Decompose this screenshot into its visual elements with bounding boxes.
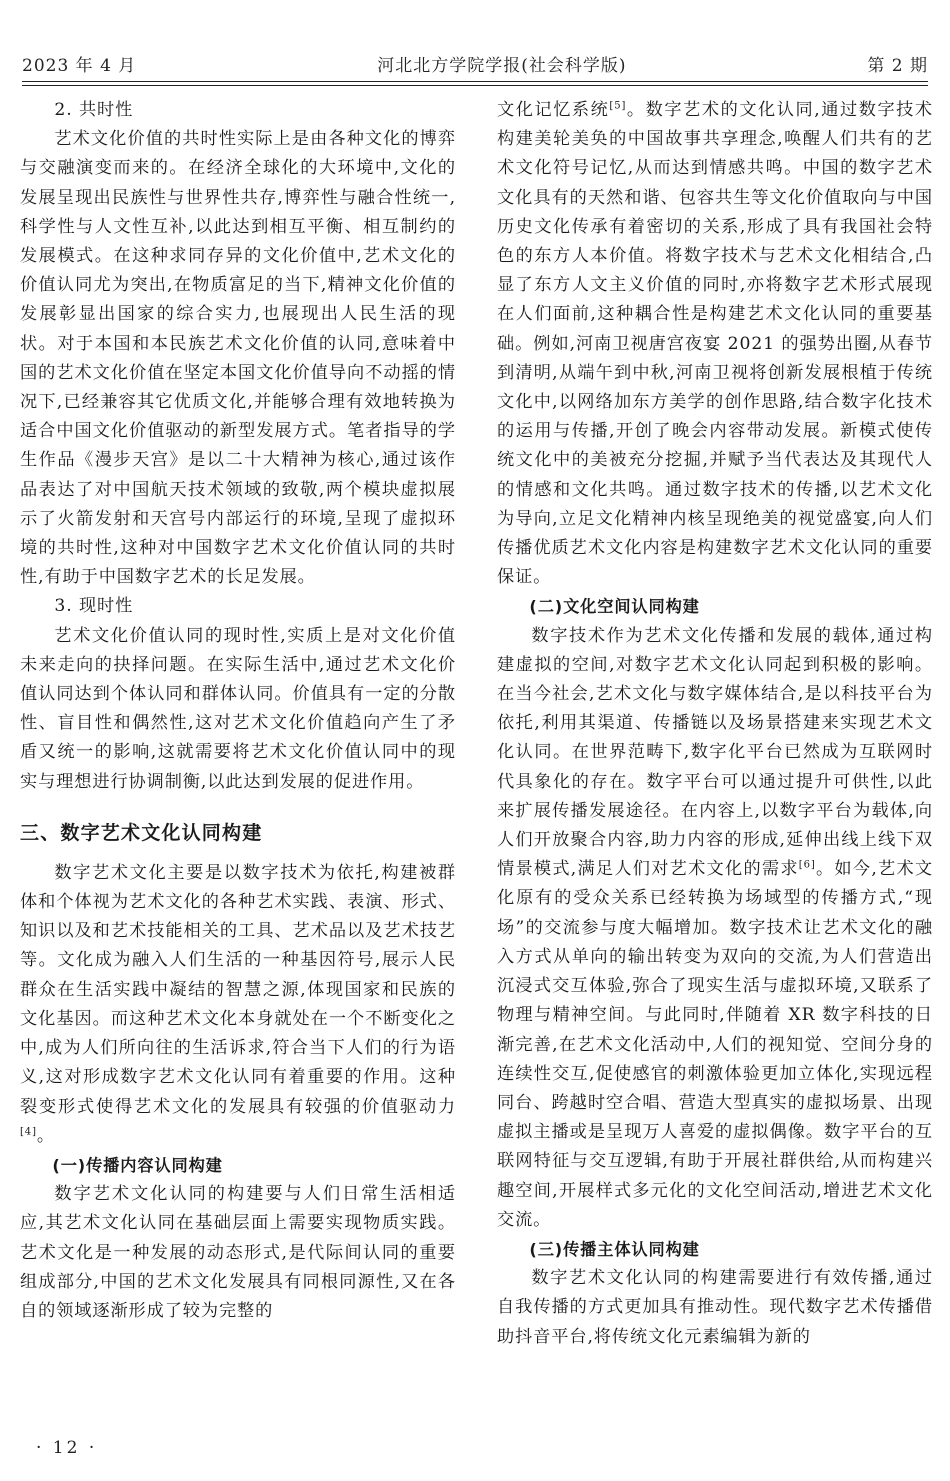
citation-4: [4]	[20, 1125, 37, 1137]
page-number: · 12 ·	[36, 1438, 98, 1458]
section-3-2-paragraph	[497, 622, 933, 1235]
section-3-heading: 三、数字艺术文化认同构建	[20, 821, 263, 844]
continued-text: 文化记忆系统	[497, 100, 610, 120]
running-header	[22, 48, 928, 78]
header-rule	[22, 81, 928, 82]
section-3-text: 数字艺术文化主要是以数字技术为依托,构建被群体和个体视为艺术文化的各种艺术实践、表演、形式、知识以及和艺术技能相关的工具、艺术品以及艺术技艺等。文化成为融入人们生活的一种基因符号,展示人民群众在生活实践中凝结的智慧之源,体现国家和民族的文化基因。而这种艺术文化本身就处在一个不断变化之中,成为人们所向往的生活诉求,符合当下人们的行为语义,这对形成数字艺术文化认同有着重要的作用。这种裂变形式使得艺术文化的发展具有较强的价值驱动力	[20, 862, 456, 1117]
left-column	[20, 96, 456, 1326]
subsection-3-paragraph: 艺术文化价值认同的现时性,实质上是对文化价值未来走向的抉择问题。在实际生活中,通过艺术文化价值认同达到个体认同和群体认同。价值具有一定的分散性、盲目性和偶然性,这对艺术文化价值趋向产生了矛盾又统一的影响,这就需要将艺术文化价值认同中的现实与理想进行协调制衡,以此达到发展的促进作用。	[20, 625, 456, 792]
section-3-1-heading: (一)传播内容认同构建	[52, 1155, 223, 1175]
citation-5: [5]	[609, 100, 627, 112]
section-3-paragraph	[20, 859, 456, 1151]
subsection-2-paragraph: 艺术文化价值的共时性实际上是由各种文化的博弈与交融演变而来的。在经济全球化的大环境中,文化的发展呈现出民族性与世界性共存,博弈性与融合性统一,科学性与人文性互补,以此达到相互平衡、相互制约的发展模式。在这种求同存异的文化价值中,艺术文化的价值认同尤为突出,在物质富足的当下,精神文化价值的发展彰显出国家的综合实力,也展现出人民生活的现状。对于本国和本民族艺术文化价值的认同,意味着中国的艺术文化价值在坚定本国文化价值导向不动摇的情况下,已经兼容其它优质文化,并能够合理有效地转换为适合中国文化价值驱动的新型发展方式。笔者指导的学生作品《漫步天宫》是以二十大精神为核心,通过该作品表达了对中国航天技术领域的致敬,两个模块虚拟展示了火箭发射和天宫号内部运行的环境,呈现了虚拟环境的共时性,这种对中国数字艺术文化价值认同的共时性,有助于中国数字艺术的长足发展。	[20, 129, 456, 588]
right-column	[497, 96, 933, 1352]
section-3-text-end: 。	[36, 1125, 55, 1146]
section-3-3-paragraph: 数字艺术文化认同的构建需要进行有效传播,通过自我传播的方式更加具有推动性。现代数字艺术传播借助抖音平台,将传统文化元素编辑为新的	[497, 1268, 933, 1347]
header-rule-thin	[22, 85, 928, 86]
header-date: 2023 年 4 月	[22, 55, 137, 76]
section-3-2-text-rest: 。如今,艺术文化原有的受众关系已经转换为场域型的传播方式,“现场”的交流参与度大幅增加。数字技术让艺术文化的融入方式从单向的输出转变为双向的交流,为人们营造出沉浸式交互体验,弥合了现实生活与虚拟环境,又联系了物理与精神空间。与此同时,伴随着 XR 数字科技的日渐完善,在艺术文化活动中,人们的视知觉、空间分身的连续性交互,促使感官的刺激体验更加立体化,实现远程同台、跨越时空合唱、营造大型真实的虚拟场景、出现虚拟主播或是呈现万人喜爱的虚拟偶像。数字平台的互联网特征与交互逻辑,有助于开展社群供给,从而构建兴趣空间,开展样式多元化的文化空间活动,增进艺术文化交流。	[497, 859, 933, 1230]
header-journal-title: 河北北方学院学报(社会科学版)	[377, 55, 627, 76]
continued-paragraph	[497, 96, 933, 592]
section-3-1-paragraph: 数字艺术文化认同的构建要与人们日常生活相适应,其艺术文化认同在基础层面上需要实现物质实践。艺术文化是一种发展的动态形式,是代际间认同的重要组成部分,中国的艺术文化发展具有同根同源性,又在各自的领域逐渐形成了较为完整的	[20, 1184, 456, 1321]
header-issue: 第 2 期	[867, 55, 928, 76]
citation-6: [6]	[798, 859, 816, 871]
section-3-2-text: 数字技术作为艺术文化传播和发展的载体,通过构建虚拟的空间,对数字艺术文化认同起到积极的影响。在当今社会,艺术文化与数字媒体结合,是以科技平台为依托,利用其渠道、传播链以及场景搭建来实现艺术文化认同。在世界范畴下,数字化平台已然成为互联网时代具象化的存在。数字平台可以通过提升可供性,以此来扩展传播发展途径。在内容上,以数字平台为载体,向人们开放聚合内容,助力内容的形成,延伸出线上线下双情景模式,满足人们对艺术文化的需求	[497, 625, 933, 880]
continued-text-rest: 。数字艺术的文化认同,通过数字技术构建美轮美奂的中国故事共享理念,唤醒人们共有的艺术文化符号记忆,从而达到情感共鸣。中国的数字艺术文化具有的天然和谐、包容共生等文化价值取向与中国历史文化传承有着密切的关系,形成了具有我国社会特色的东方人本价值。将数字技术与艺术文化相结合,凸显了东方人文主义价值的同时,亦将数字艺术形式展现在人们面前,这种耦合性是构建艺术文化认同的重要基础。例如,河南卫视唐宫夜宴 2021 的强势出圈,从春节到清明,从端午到中秋,河南卫视将创新发展根植于传统文化中,以网络加东方美学的创作思路,结合数字化技术的运用与传播,开创了晚会内容带动发展。新模式使传统文化中的美被充分挖掘,并赋予当代表达及其现代人的情感和文化共鸣。通过数字技术的传播,以艺术文化为导向,立足文化精神内核呈现绝美的视觉盛宴,向人们传播优质艺术文化内容是构建数字艺术文化认同的重要保证。	[497, 100, 934, 588]
subsection-2-title: 2. 共时性	[54, 100, 134, 120]
section-3-3-heading: (三)传播主体认同构建	[529, 1239, 700, 1259]
subsection-3-title: 3. 现时性	[54, 596, 134, 617]
section-3-2-heading: (二)文化空间认同构建	[529, 597, 700, 617]
